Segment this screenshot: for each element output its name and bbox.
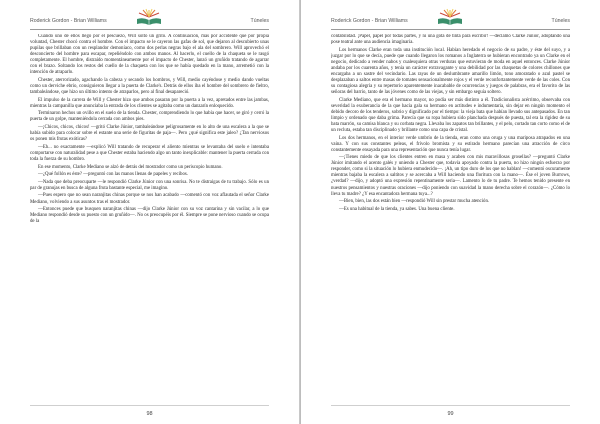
header-rule	[30, 29, 269, 30]
right-page	[301, 0, 600, 424]
paragraph: Los hermanos Clarke eran toda una institución local. Habían heredado el negocio de su padre, y éste del suyo, y a juzgar por lo que se decía, puede que cuando llegaron los romanos a Inglaterra se hubieran encontrado ya un Clarke en el negocio, dedicado a vender nabos y cualesquiera otras verduras que estuvieran de moda en aquel entonces. Clarke Júnior andaba por los cuarenta años, y tenía un carácter extravagante y una debilidad por las chaquetas de colores chillones que encargaba a un sastre del vecindario. Las rayas de un deslumbrante amarillo limón, tono amoratado o azul pastel se desplazaban a saltos entre masas de tomates sensacionalmente rojos y el verde reconfortantemente verde de las coles. Con su contagiosa alegría y su repertorio aparentemente inacabable de ocurrencias y juegos de palabras, era el favorito de las señoras del barrio, tanto de las jóvenes como de las viejas, y sin embargo seguía soltero.	[331, 47, 570, 96]
paragraph: —Es una habitual de la tienda, ya sabes. Una buena cliente.	[339, 206, 455, 212]
paragraph: —¡Chicos, chicos, chicos! —gritó Clarke Júnior, tambaleándose peligrosamente en lo alto de una escalera a la que se había subido para colocar sobre el estante una serie de figuritas de paja—. Pero ¿qué significa este jaleo? ¿Tan nerviosos os ponen mis frutas exóticas?	[30, 125, 269, 143]
page-header	[0, 8, 299, 26]
paragraph: Clarke Mediano, que era el hermano mayor, no podía ser más distinto a él. Tradicionalista acérrimo, observaba con severidad la exuberancia de la que hacía gala su hermano en actitudes e indumentaria, sin dejar en ningún momento el debido decoro de los tenderos, sobrio y dignificado por el tiempo: la vieja bata que habían llevado sus antepasados. En tan limpio y ordenado que daba grima. Parecía que su ropa hubiera sido planchada después de puesta, tal era la rigidez de su bata marrón, su camisa blanca y su corbata negra. Llevaba los zapatos tan brillantes, y el pelo, cortado tan corto como el de un recluta, estaba tan disciplinado y brillante como una capa de cristal.	[331, 97, 570, 133]
paragraph: contabilidad. ¡Papel, papel por todas partes, y ni una gota de tinta para escribir! —declamó Clarke Júnior, adoptando una pose teatral ante una audiencia imaginaria.	[331, 34, 570, 46]
paragraph: Los dos hermanos, en el interior verde umbrío de la tienda, eran como una oruga y una mariposa atrapados en una vaina. Y con sus constantes peleas, el frívolo bromista y su estirado hermano parecían una atracción de circo constantemente ensayada para una representación que nunca tenía lugar.	[331, 135, 570, 153]
paragraph: —Pues espero que no sean naranjitas chinas porque se nos han acabado —comentó con voz aflautada el señor Clarke Mediano, volviendo a sus asuntos tras el mostrador.	[30, 193, 269, 205]
page-header	[301, 8, 600, 26]
paragraph: —¿Qué follón es éste? —preguntó con las manos llenas de papeles y recibos.	[38, 172, 188, 178]
header-rule	[331, 29, 570, 30]
paragraph: Terminaron hechos un ovillo en el suelo de la tienda. Chester, comprendiendo lo que había que hacer, se giró y cerró la puerta de un golpe, manteniéndola cerrada con ambos pies.	[30, 111, 269, 123]
open-book-logo-icon	[134, 8, 164, 28]
page-number: 98	[146, 411, 153, 417]
paragraph: —¡Tienes miedo de que los clientes entren en masa y acaben con mis maravillosas grosellas? —preguntó Clarke Júnior imitando el acento galés y uniendo a Chester que, todavía apoyado contra la puerta, no hizo ningún esfuerzo por responder, como si la situación lo hubiera enmudecido—. ¡Ah, un tipo duro de los que no hablan! —comentó oscuramente mientras bajaba la escalera a saltitos y se acercaba a Will haciendo una floritura con la mano—. Ése el joven Burrows, ¿verdad? —dijo, y adoptó una expresión repentinamente seria—. Lamento lo de tu padre. Te hemos tenido presente en nuestros pensamientos y nuestras oraciones —dijo poniendo con suavidad la mano derecha sobre el corazón—. ¿Cómo lo lleva tu madre? ¿Y esa encantadora hermana tuya...?	[331, 155, 570, 197]
paragraph: En ese momento, Clarke Mediano se alzó de detrás del mostrador como un periscopio humano.	[38, 164, 223, 170]
paragraph: El impulso de la carrera de Will y Chester hizo que ambos pasaran por la puerta a la vez, apretados entre las jambas, mientras la campanilla que anunciaba la entrada de los clientes se agitaba como un danzarín enloquecido.	[30, 97, 269, 109]
header-title: Túneles	[250, 18, 269, 24]
paragraph: —Bien, bien, las dos están bien —respondió Will sin prestar mucha atención.	[339, 199, 490, 205]
paragraph: —Entonces puede que busquen naranjitas chinas —dijo Clarke Júnior con su voz cantarina y sin vacilar, a lo que Mediano respondió desde su puesto con un gruñido—. No os preocupéis por él. Siempre se pone nervioso cuando se ocupa de la	[30, 207, 269, 225]
header-author: Roderick Gordon - Brian Williams	[331, 18, 408, 24]
footer-rule	[331, 405, 570, 406]
open-book-logo-icon	[435, 8, 465, 28]
header-author: Roderick Gordon - Brian Williams	[30, 18, 107, 24]
page-number: 99	[447, 411, 454, 417]
paragraph: —Eh... no exactamente —explicó Will tratando de recuperar el aliento mientras se levantaba del suelo e intentaba comportarse con naturalidad pese a que Chester estaba haciendo algo un tanto inexplicable: mantener la puerta cerrada con toda la fuerza de su hombro.	[30, 144, 269, 162]
paragraph: —Nada que deba preocuparte —le respondió Clarke Júnior con una sonrisa. No te distraigas de tu trabajo. Sólo es un par de granujas en busca de alguna fruta bastante especial, me imagino.	[30, 179, 269, 191]
page-body	[30, 34, 269, 398]
paragraph: Chester, aterrorizado, agachando la cabeza y secando los hombros, y Will, medio cayéndose y medio dando vueltas como un derviche ebrio, consiguieron llegar a la puerta de Clarke's. Detrás de ellos iba el hombre del sombrero de fieltro, tambaleándose, que hizo un último intento de atraparlos, pero al final desapareció.	[30, 77, 269, 96]
header-title: Túneles	[551, 18, 570, 24]
page-body	[331, 34, 570, 398]
paragraph: Cuando uno de ellos llegó por el pescuezo, Will soltó un grito. A continuación, más por accidente que por propia voluntad, Chester chocó contra el hombre. Con el impacto se le cayeron las gafas de sol, que dejaron al descubierto unas pupilas que brillaban con un resplandor demoníaco, como dos perlas negras bajo el ala del sombrero. Will aprovechó el desconcierto del hombre para escapar, repeliéndolo con ambos manos. Al hacerlo, el cuello de la chaqueta se le rasgó completamente. El hombre, distraído momentáneamente por el impacto de Chester, lanzó un gruñido tratando de agarrar con el brazo. Soltando los restos del cuello de la chaqueta con los que se había quedado en la mano, arremetió con la intención de atraparlo.	[30, 34, 269, 76]
footer-rule	[30, 405, 269, 406]
